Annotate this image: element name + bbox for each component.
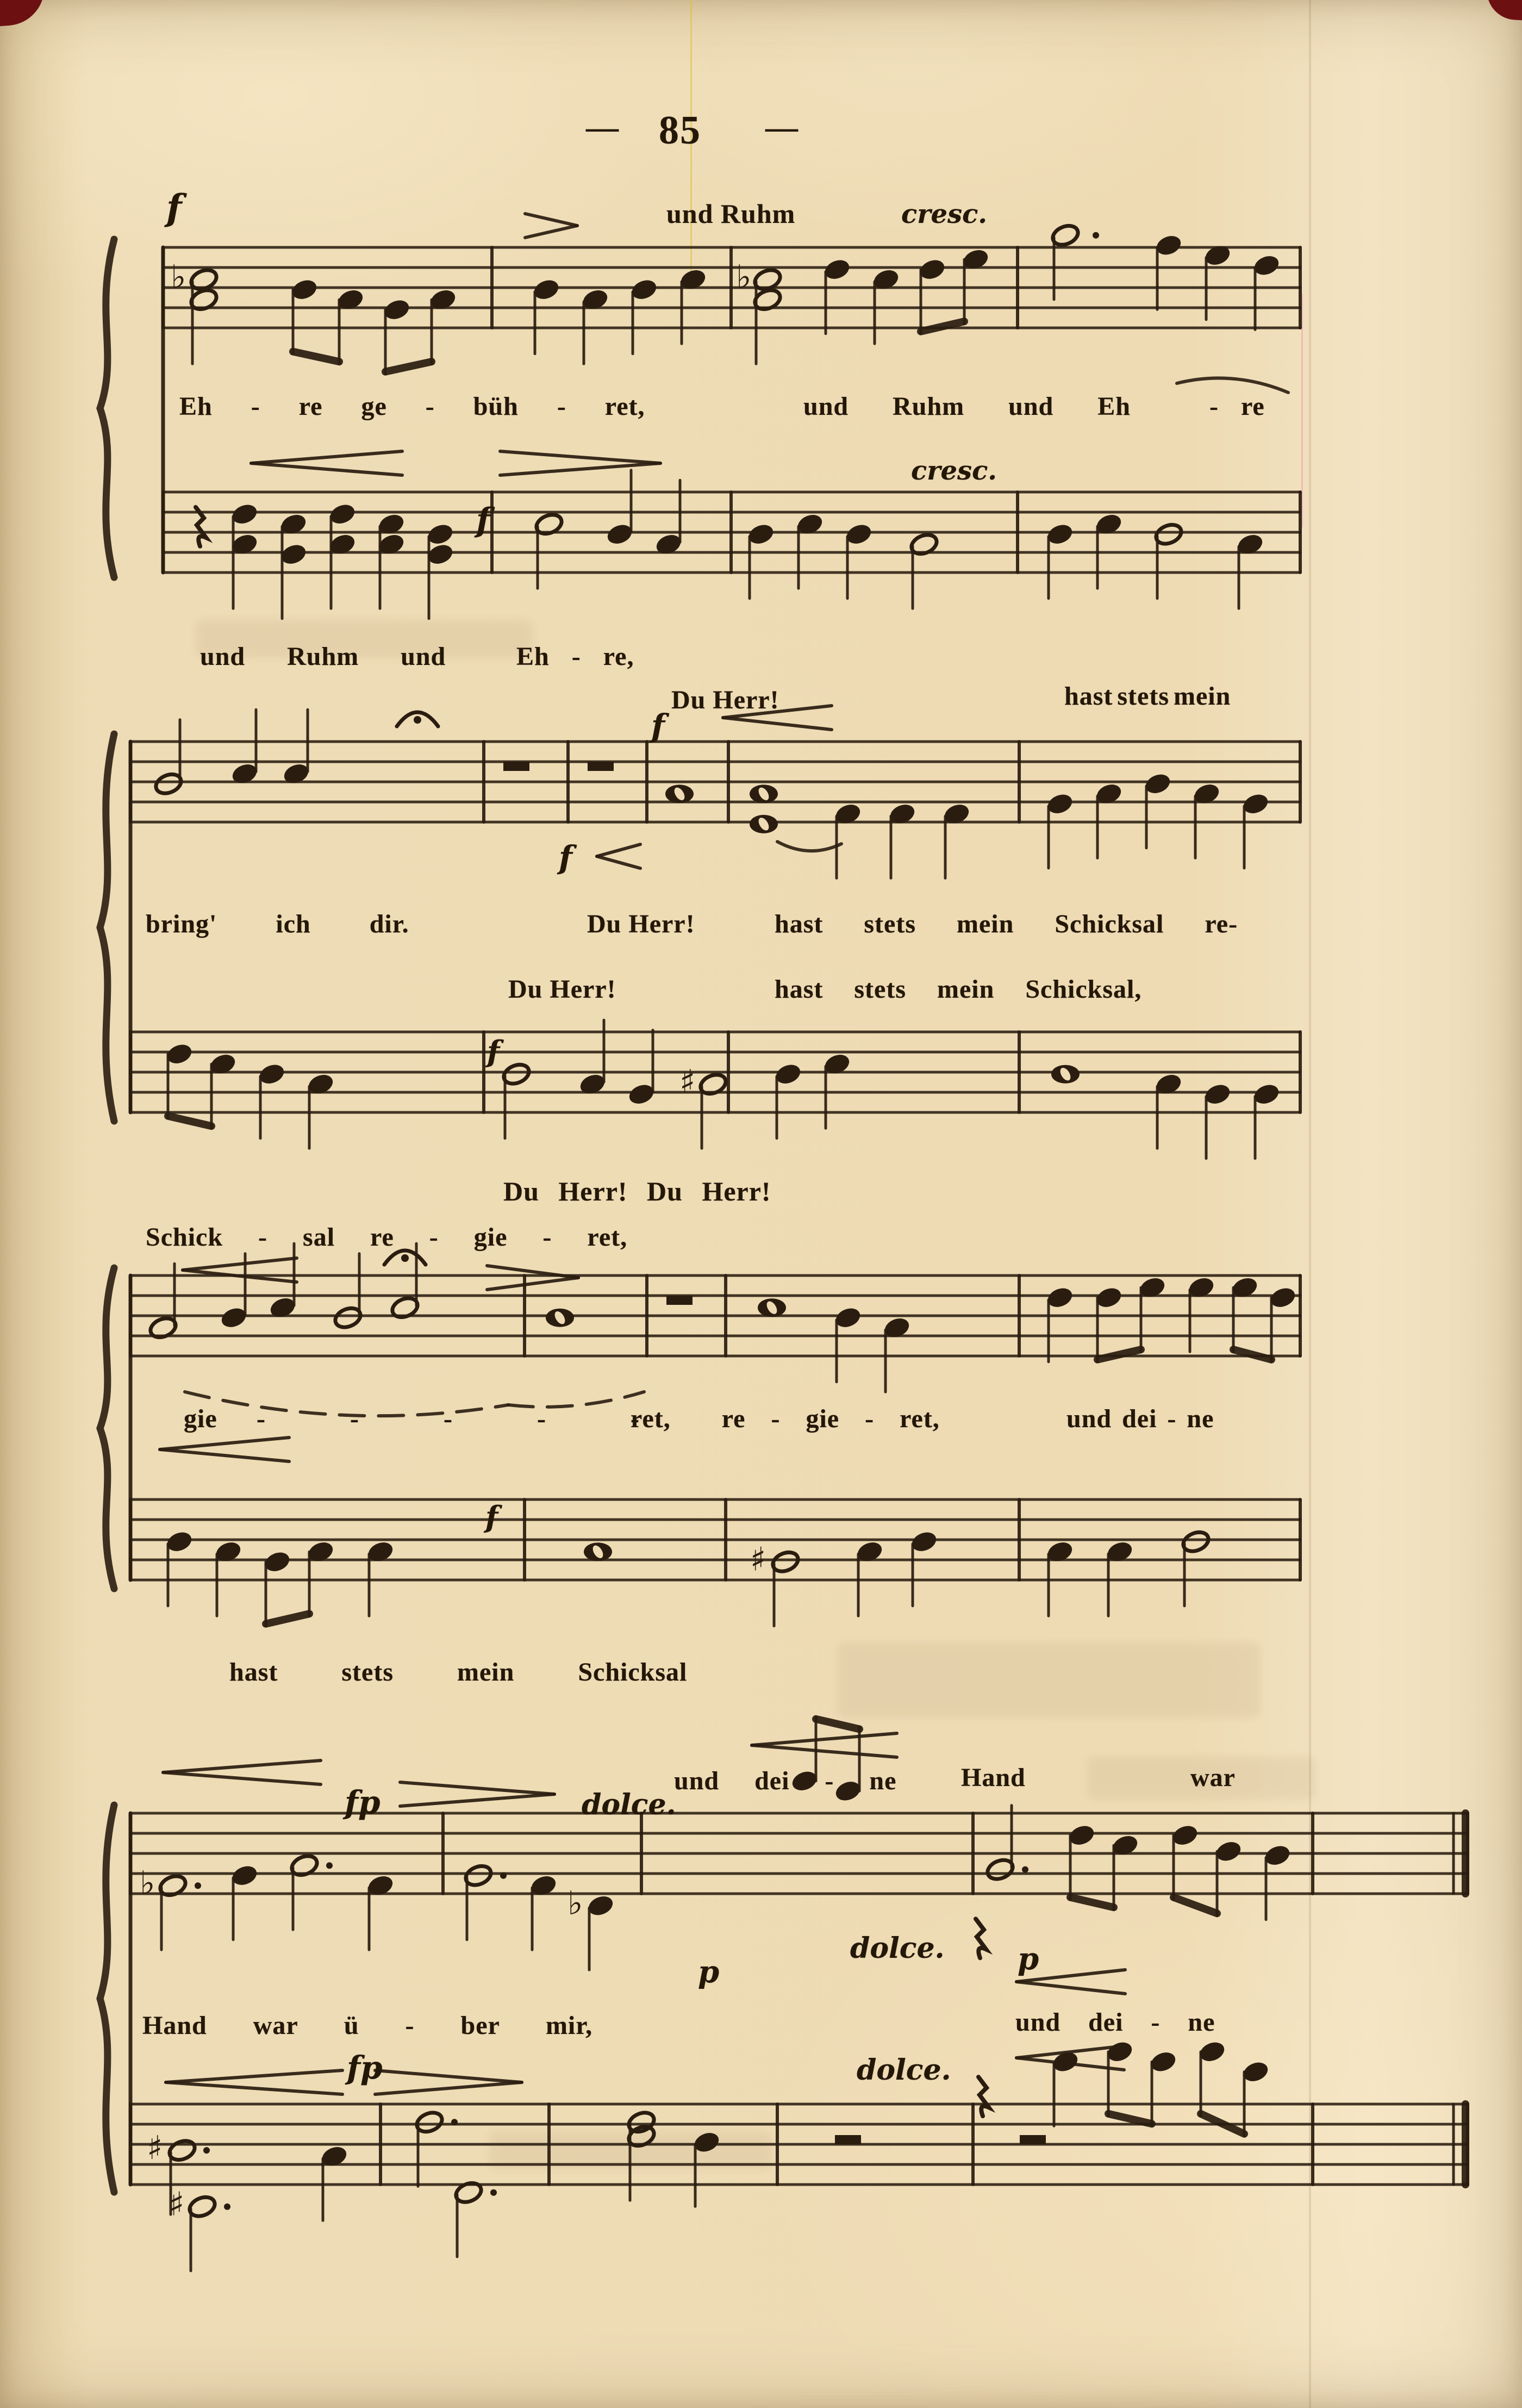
lyric-hast-schicksal-3: hast stets mein Schicksal — [229, 1658, 688, 1687]
lyric-du-herr-du-herr: Du Herr! Du Herr! — [503, 1176, 771, 1206]
lyric-und-ruhm-und-2: und Ruhm und — [200, 642, 446, 671]
svg-text:♭: ♭ — [171, 258, 186, 297]
svg-text:♯: ♯ — [679, 1063, 696, 1102]
lyric-ehre-gebuehret: Eh - re ge - büh - ret, — [179, 392, 645, 421]
dyn-f-3: f — [651, 707, 665, 744]
lyric-hast-stets-mein: hast stets mein — [1064, 682, 1231, 711]
svg-text:♯: ♯ — [750, 1540, 766, 1579]
svg-text:♭: ♭ — [736, 258, 752, 297]
lyric-und-ruhm-und-eh: und Ruhm und Eh — [803, 392, 1131, 421]
lyric-ret-regieret: ret, re - gie - ret, — [631, 1404, 940, 1433]
dyn-p-1: p — [698, 1954, 720, 1990]
dyn-fp-2: fp — [347, 2049, 383, 2086]
lyric-war-1: war — [1190, 1763, 1236, 1792]
dyn-f-4: f — [559, 839, 572, 876]
lyric-hand-war-ueber: Hand war ü - ber mir, — [142, 2011, 593, 2040]
lyric-re-1: - re — [1209, 392, 1265, 421]
svg-text:♭: ♭ — [567, 1884, 583, 1923]
dyn-cresc-2: cresc. — [911, 456, 997, 486]
lyric-eh-re-2: Eh - re, — [516, 642, 634, 671]
lyric-hand-1: Hand — [961, 1763, 1026, 1792]
lyric-und-dei-ne-3: und dei - ne — [1015, 2008, 1215, 2037]
lyric-hast-schicksal-re: hast stets mein Schicksal re- — [775, 910, 1238, 938]
lyric-hast-schicksal-2: hast stets mein Schicksal, — [775, 975, 1142, 1004]
dyn-dolce-1: dolce. — [582, 1788, 676, 1821]
lyric-du-herr-3: Du Herr! — [508, 975, 616, 1004]
dyn-dolce-3: dolce. — [857, 2054, 951, 2087]
lyric-du-herr-2: Du Herr! — [587, 910, 695, 938]
dyn-f-6: f — [485, 1499, 498, 1534]
lyric-gie: gie — [184, 1404, 217, 1433]
lyric-und-dei-ne-1: und dei - ne — [1066, 1404, 1214, 1433]
page-number: 85 — [659, 108, 701, 153]
lyric-gie-melisma: - - - - - — [257, 1404, 640, 1433]
dyn-cresc-header: cresc. — [901, 199, 988, 229]
lyric-und-ruhm-header: und Ruhm — [666, 198, 796, 229]
dyn-p-2: p — [1018, 1941, 1039, 1977]
lyric-und-dei-ne-2: und dei - ne — [674, 1766, 897, 1795]
dyn-f-system1: f — [166, 186, 182, 229]
svg-text:♯: ♯ — [169, 2185, 185, 2224]
lyric-du-herr-1: Du Herr! — [671, 686, 779, 714]
lyric-bring-ich-dir: bring' ich dir. — [146, 910, 409, 938]
svg-text:♯: ♯ — [147, 2129, 163, 2168]
page-dash-right: — — [765, 109, 799, 145]
page-dash-left: — — [586, 109, 620, 145]
dyn-f-2: f — [476, 501, 490, 539]
dyn-f-5: f — [487, 1034, 500, 1069]
dyn-fp-1: fp — [345, 1784, 380, 1821]
dyn-dolce-2: dolce. — [850, 1932, 945, 1965]
lyric-schicksal-regieret: Schick - sal re - gie - ret, — [146, 1223, 628, 1252]
svg-text:♭: ♭ — [140, 1864, 155, 1903]
